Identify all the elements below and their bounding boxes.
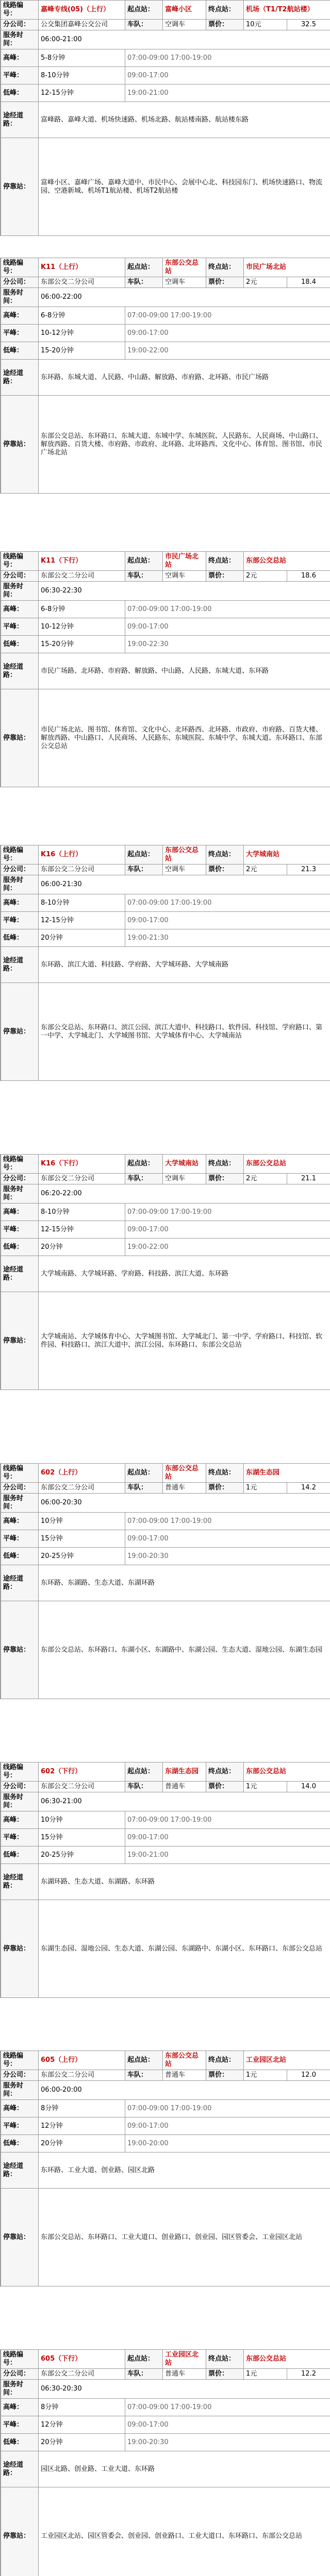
route-code-label: 线路编号：	[1, 1762, 39, 1782]
service-time-label: 服务时间：	[1, 1792, 39, 1811]
route-block	[0, 845, 330, 1081]
service-time-label: 服务时间：	[1, 2380, 39, 2399]
fare-label: 票价：	[206, 1782, 244, 1792]
route-code-label: 线路编号：	[1, 552, 39, 571]
start-stop: 大学城南站	[163, 1155, 206, 1174]
company-label: 分公司：	[1, 20, 39, 30]
normal-interval: 12分钟	[39, 2117, 125, 2135]
normal-interval: 15分钟	[39, 1829, 125, 1846]
start-stop: 东部公交总站	[163, 1464, 206, 1483]
stops-list: 大学城南站、大学城体育中心、大学城图书馆、大学城北门、第一中学、学府路口、科技馆、软件园、科技路口、滨江大道中、滨江公园、东环路口、东部公交总站	[39, 1292, 330, 1390]
peak-interval: 10分钟	[39, 1811, 125, 1829]
route-path: 市民广场路、北环路、市府路、解放路、中山路、人民路、东城大道、东环路	[39, 653, 330, 689]
stops-label: 停靠站：	[1, 2487, 39, 2576]
route-path-label: 途经道路：	[1, 2153, 39, 2189]
peak-time-range: 07:00-09:00 17:00-19:00	[125, 894, 330, 912]
route-path: 东环路、东城大道、人民路、中山路、解放路、市府路、北环路、市民广场路	[39, 360, 330, 396]
service-time: 06:30-20:30	[39, 2380, 330, 2399]
route-path: 东环路、滨江大道、科技路、学府路、大学城环路、大学城南路	[39, 947, 330, 983]
normal-time-range: 09:00-17:00	[125, 618, 330, 636]
service-time: 06:30-22:30	[39, 582, 330, 601]
car-type-label: 车队：	[125, 1782, 163, 1792]
route-path-label: 途经道路：	[1, 360, 39, 396]
low-interval: 15-20分钟	[39, 342, 125, 360]
low-time-range: 19:00-22:30	[125, 636, 330, 653]
normal-label: 平峰：	[1, 912, 39, 929]
peak-interval: 8-10分钟	[39, 1204, 125, 1221]
car-type-label: 车队：	[125, 277, 163, 288]
peak-interval: 5-8分钟	[39, 49, 125, 67]
route-table	[1, 0, 330, 236]
car-type-label: 车队：	[125, 2070, 163, 2081]
route-length: 14.2	[287, 1483, 330, 1494]
car-type: 空调车	[163, 20, 206, 30]
route-table	[1, 1762, 330, 1998]
peak-interval: 8分钟	[39, 2399, 125, 2416]
normal-label: 平峰：	[1, 1829, 39, 1846]
peak-label: 高峰：	[1, 49, 39, 67]
company-label: 分公司：	[1, 1174, 39, 1184]
fare-label: 票价：	[206, 20, 244, 30]
route-path-label: 途经道路：	[1, 1256, 39, 1292]
low-time-range: 19:00-21:30	[125, 929, 330, 947]
normal-time-range: 09:00-17:00	[125, 2117, 330, 2135]
route-code: K11（上行）	[39, 258, 125, 277]
stops-label: 停靠站：	[1, 138, 39, 236]
start-label: 起点站：	[125, 1762, 163, 1782]
start-label: 起点站：	[125, 845, 163, 865]
route-block	[0, 1463, 330, 1699]
route-path: 东湖环路、生态大道、东湖路、东环路	[39, 1864, 330, 1900]
peak-time-range: 07:00-09:00 17:00-19:00	[125, 2100, 330, 2117]
normal-label: 平峰：	[1, 2117, 39, 2135]
car-type: 空调车	[163, 865, 206, 875]
stops-list: 东部公交总站、东环路口、东城大道、东城中学、东城医院、人民路东、人民商场、中山路口、解放西路、百货大楼、市府路、市政府、北环路、北环路西、文化中心、体育馆、图书馆、市民广场北站	[39, 396, 330, 494]
low-label: 低峰：	[1, 1239, 39, 1256]
fare: 2元	[244, 865, 287, 875]
route-path-label: 途经道路：	[1, 102, 39, 138]
company-label: 分公司：	[1, 865, 39, 875]
company-name: 东部公交二分公司	[39, 1483, 125, 1494]
company-label: 分公司：	[1, 2369, 39, 2380]
peak-time-range: 07:00-09:00 17:00-19:00	[125, 49, 330, 67]
peak-label: 高峰：	[1, 307, 39, 325]
peak-interval: 6-8分钟	[39, 307, 125, 325]
stops-label: 停靠站：	[1, 983, 39, 1081]
peak-label: 高峰：	[1, 1513, 39, 1530]
peak-interval: 8-10分钟	[39, 894, 125, 912]
normal-interval: 12分钟	[39, 2416, 125, 2434]
route-block	[0, 0, 330, 236]
peak-time-range: 07:00-09:00 17:00-19:00	[125, 307, 330, 325]
start-label: 起点站：	[125, 258, 163, 277]
service-time-label: 服务时间：	[1, 875, 39, 894]
low-label: 低峰：	[1, 84, 39, 102]
normal-label: 平峰：	[1, 618, 39, 636]
route-length: 21.1	[287, 1174, 330, 1184]
car-type: 普通车	[163, 1483, 206, 1494]
peak-interval: 10分钟	[39, 1513, 125, 1530]
low-interval: 12-15分钟	[39, 84, 125, 102]
normal-time-range: 09:00-17:00	[125, 1829, 330, 1846]
route-length: 14.0	[287, 1782, 330, 1792]
route-length: 21.3	[287, 865, 330, 875]
service-time-label: 服务时间：	[1, 1494, 39, 1513]
stops-list: 东湖生态园、湿地公园、生态大道、东湖公园、东湖路中、东湖小区、东环路口、东部公交总站	[39, 1900, 330, 1998]
service-time-label: 服务时间：	[1, 2081, 39, 2100]
route-length: 18.6	[287, 571, 330, 582]
company-label: 分公司：	[1, 1483, 39, 1494]
car-type-label: 车队：	[125, 865, 163, 875]
route-code: 605（下行）	[39, 2350, 125, 2369]
low-interval: 20-25分钟	[39, 1548, 125, 1565]
low-label: 低峰：	[1, 2135, 39, 2153]
peak-label: 高峰：	[1, 2100, 39, 2117]
normal-label: 平峰：	[1, 1221, 39, 1239]
peak-time-range: 07:00-09:00 17:00-19:00	[125, 601, 330, 618]
route-code-label: 线路编号：	[1, 2051, 39, 2070]
normal-label: 平峰：	[1, 2416, 39, 2434]
start-label: 起点站：	[125, 2350, 163, 2369]
fare: 1元	[244, 2369, 287, 2380]
fare-label: 票价：	[206, 277, 244, 288]
normal-time-range: 09:00-17:00	[125, 1221, 330, 1239]
stops-list: 工业园区北站、园区管委会、创业园、创业路口、工业大道口、东环路口、东部公交总站	[39, 2487, 330, 2576]
fare: 10元	[244, 20, 287, 30]
route-table	[1, 2349, 330, 2576]
route-table	[1, 845, 330, 1081]
route-code-label: 线路编号：	[1, 1155, 39, 1174]
car-type: 普通车	[163, 2070, 206, 2081]
route-code-label: 线路编号：	[1, 2350, 39, 2369]
peak-label: 高峰：	[1, 1811, 39, 1829]
peak-time-range: 07:00-09:00 17:00-19:00	[125, 2399, 330, 2416]
company-label: 分公司：	[1, 1782, 39, 1792]
peak-label: 高峰：	[1, 2399, 39, 2416]
normal-label: 平峰：	[1, 325, 39, 342]
route-code-label: 线路编号：	[1, 258, 39, 277]
route-path-label: 途经道路：	[1, 947, 39, 983]
end-stop: 东湖生态园	[244, 1464, 330, 1483]
normal-interval: 12-15分钟	[39, 1221, 125, 1239]
route-table	[1, 1463, 330, 1699]
low-label: 低峰：	[1, 929, 39, 947]
end-label: 终点站：	[206, 2350, 244, 2369]
route-block	[0, 258, 330, 494]
normal-time-range: 09:00-17:00	[125, 67, 330, 84]
company-name: 公交集团嘉峰公交公司	[39, 20, 125, 30]
normal-interval: 15分钟	[39, 1530, 125, 1548]
end-stop: 机场（T1/T2航站楼）	[244, 1, 330, 20]
service-time-label: 服务时间：	[1, 30, 39, 49]
end-stop: 大学城南站	[244, 845, 330, 865]
company-name: 东部公交二分公司	[39, 277, 125, 288]
company-name: 东部公交二分公司	[39, 2369, 125, 2380]
low-label: 低峰：	[1, 1846, 39, 1864]
peak-time-range: 07:00-09:00 17:00-19:00	[125, 1204, 330, 1221]
fare-label: 票价：	[206, 865, 244, 875]
company-label: 分公司：	[1, 277, 39, 288]
fare-label: 票价：	[206, 2070, 244, 2081]
low-label: 低峰：	[1, 342, 39, 360]
peak-interval: 8分钟	[39, 2100, 125, 2117]
fare: 1元	[244, 2070, 287, 2081]
car-type-label: 车队：	[125, 571, 163, 582]
end-stop: 东部公交总站	[244, 2350, 330, 2369]
fare-label: 票价：	[206, 2369, 244, 2380]
route-table	[1, 258, 330, 494]
low-time-range: 19:00-22:00	[125, 342, 330, 360]
normal-time-range: 09:00-17:00	[125, 912, 330, 929]
route-path-label: 途经道路：	[1, 653, 39, 689]
normal-interval: 8-10分钟	[39, 67, 125, 84]
start-label: 起点站：	[125, 552, 163, 571]
low-time-range: 19:00-20:30	[125, 2434, 330, 2451]
route-code: 602（下行）	[39, 1762, 125, 1782]
route-code-label: 线路编号：	[1, 1464, 39, 1483]
car-type-label: 车队：	[125, 2369, 163, 2380]
service-time-label: 服务时间：	[1, 1184, 39, 1204]
company-label: 分公司：	[1, 571, 39, 582]
route-code-label: 线路编号：	[1, 845, 39, 865]
stops-list: 东部公交总站、东环路口、工业大道口、创业路口、创业园、园区管委会、工业园区北站	[39, 2189, 330, 2286]
normal-time-range: 09:00-17:00	[125, 325, 330, 342]
route-code: K16（上行）	[39, 845, 125, 865]
route-table	[1, 2050, 330, 2286]
car-type: 空调车	[163, 1174, 206, 1184]
peak-time-range: 07:00-09:00 17:00-19:00	[125, 1811, 330, 1829]
route-block	[0, 2349, 330, 2576]
start-stop: 东湖生态园	[163, 1762, 206, 1782]
route-block	[0, 1762, 330, 1998]
car-type: 普通车	[163, 2369, 206, 2380]
route-length: 12.2	[287, 2369, 330, 2380]
start-label: 起点站：	[125, 2051, 163, 2070]
normal-interval: 10-12分钟	[39, 325, 125, 342]
start-stop: 东部公交总站	[163, 2051, 206, 2070]
route-block	[0, 1154, 330, 1390]
stops-list: 富峰小区、嘉峰广场、嘉峰大道中、市民中心、会展中心北、科技园东门、机场快速路口、物流园、空港新城、机场T1航站楼、机场T2航站楼	[39, 138, 330, 236]
company-name: 东部公交二分公司	[39, 865, 125, 875]
fare: 2元	[244, 277, 287, 288]
low-interval: 20分钟	[39, 929, 125, 947]
end-label: 终点站：	[206, 1155, 244, 1174]
end-stop: 工业园区北站	[244, 2051, 330, 2070]
stops-list: 东部公交总站、东环路口、滨江公园、滨江大道中、科技路口、软件园、科技馆、学府路口、第一中学、大学城北门、大学城图书馆、大学城体育中心、大学城南站	[39, 983, 330, 1081]
service-time-label: 服务时间：	[1, 582, 39, 601]
service-time-label: 服务时间：	[1, 288, 39, 307]
service-time: 06:30-21:00	[39, 1792, 330, 1811]
low-label: 低峰：	[1, 636, 39, 653]
low-time-range: 19:00-21:00	[125, 1846, 330, 1864]
peak-label: 高峰：	[1, 894, 39, 912]
route-path-label: 途经道路：	[1, 1565, 39, 1601]
fare: 2元	[244, 571, 287, 582]
end-stop: 东部公交总站	[244, 1762, 330, 1782]
fare: 1元	[244, 1782, 287, 1792]
service-time: 06:00-21:30	[39, 875, 330, 894]
low-interval: 20-25分钟	[39, 1846, 125, 1864]
normal-interval: 10-12分钟	[39, 618, 125, 636]
normal-label: 平峰：	[1, 1530, 39, 1548]
car-type-label: 车队：	[125, 20, 163, 30]
route-table	[1, 551, 330, 787]
car-type: 空调车	[163, 277, 206, 288]
start-label: 起点站：	[125, 1155, 163, 1174]
fare-label: 票价：	[206, 1174, 244, 1184]
end-label: 终点站：	[206, 552, 244, 571]
route-path: 东环路、东湖路、生态大道、东湖环路	[39, 1565, 330, 1601]
low-label: 低峰：	[1, 1548, 39, 1565]
route-code: K11（下行）	[39, 552, 125, 571]
route-code: 605（上行）	[39, 2051, 125, 2070]
end-label: 终点站：	[206, 1762, 244, 1782]
low-interval: 15-20分钟	[39, 636, 125, 653]
stops-label: 停靠站：	[1, 2189, 39, 2286]
low-interval: 20分钟	[39, 1239, 125, 1256]
route-code-label: 线路编号：	[1, 1, 39, 20]
start-label: 起点站：	[125, 1, 163, 20]
route-code: K16（下行）	[39, 1155, 125, 1174]
stops-label: 停靠站：	[1, 1900, 39, 1998]
fare-label: 票价：	[206, 571, 244, 582]
end-label: 终点站：	[206, 1464, 244, 1483]
fare: 2元	[244, 1174, 287, 1184]
stops-label: 停靠站：	[1, 689, 39, 787]
low-label: 低峰：	[1, 2434, 39, 2451]
route-code: 嘉峰专线(05)（上行）	[39, 1, 125, 20]
route-path-label: 途经道路：	[1, 1864, 39, 1900]
start-stop: 东部公交总站	[163, 845, 206, 865]
service-time: 06:00-20:00	[39, 2081, 330, 2100]
fare-label: 票价：	[206, 1483, 244, 1494]
end-label: 终点站：	[206, 258, 244, 277]
route-path-label: 途经道路：	[1, 2451, 39, 2487]
normal-label: 平峰：	[1, 67, 39, 84]
end-label: 终点站：	[206, 2051, 244, 2070]
route-path: 富峰路、嘉峰大道、机场快速路、机场北路、航站楼南路、航站楼东路	[39, 102, 330, 138]
low-time-range: 19:00-22:00	[125, 1239, 330, 1256]
stops-label: 停靠站：	[1, 396, 39, 494]
stops-list: 东部公交总站、东环路口、东湖小区、东湖路中、东湖公园、生态大道、湿地公园、东湖生态园	[39, 1601, 330, 1699]
stops-label: 停靠站：	[1, 1601, 39, 1699]
company-name: 东部公交二分公司	[39, 2070, 125, 2081]
end-stop: 东部公交总站	[244, 1155, 330, 1174]
normal-time-range: 09:00-17:00	[125, 2416, 330, 2434]
low-time-range: 19:00-20:00	[125, 2135, 330, 2153]
service-time: 06:20-22:00	[39, 1184, 330, 1204]
route-length: 32.5	[287, 20, 330, 30]
route-length: 12.0	[287, 2070, 330, 2081]
fare: 1元	[244, 1483, 287, 1494]
start-stop: 市民广场北站	[163, 552, 206, 571]
route-table	[1, 1154, 330, 1390]
end-stop: 东部公交总站	[244, 552, 330, 571]
low-interval: 20分钟	[39, 2135, 125, 2153]
route-length: 18.4	[287, 277, 330, 288]
car-type: 空调车	[163, 571, 206, 582]
start-stop: 富峰小区	[163, 1, 206, 20]
company-name: 东部公交二分公司	[39, 1174, 125, 1184]
end-label: 终点站：	[206, 1, 244, 20]
low-time-range: 19:00-20:30	[125, 1548, 330, 1565]
end-stop: 市民广场北站	[244, 258, 330, 277]
car-type-label: 车队：	[125, 1483, 163, 1494]
service-time: 06:00-21:00	[39, 30, 330, 49]
route-path: 东环路、工业大道、创业路、园区北路	[39, 2153, 330, 2189]
service-time: 06:00-22:00	[39, 288, 330, 307]
start-stop: 工业园区北站	[163, 2350, 206, 2369]
route-block	[0, 551, 330, 787]
low-time-range: 19:00-21:00	[125, 84, 330, 102]
low-interval: 20分钟	[39, 2434, 125, 2451]
start-stop: 东部公交总站	[163, 258, 206, 277]
company-label: 分公司：	[1, 2070, 39, 2081]
peak-label: 高峰：	[1, 601, 39, 618]
car-type-label: 车队：	[125, 1174, 163, 1184]
normal-time-range: 09:00-17:00	[125, 1530, 330, 1548]
start-label: 起点站：	[125, 1464, 163, 1483]
company-name: 东部公交二分公司	[39, 1782, 125, 1792]
route-block	[0, 2050, 330, 2286]
route-path: 园区北路、创业路、工业大道、东环路	[39, 2451, 330, 2487]
route-code: 602（上行）	[39, 1464, 125, 1483]
stops-label: 停靠站：	[1, 1292, 39, 1390]
peak-interval: 6-8分钟	[39, 601, 125, 618]
normal-interval: 12-15分钟	[39, 912, 125, 929]
route-path: 大学城南路、大学城环路、学府路、科技路、滨江大道、东环路	[39, 1256, 330, 1292]
peak-time-range: 07:00-09:00 17:00-19:00	[125, 1513, 330, 1530]
stops-list: 市民广场北站、图书馆、体育馆、文化中心、北环路西、北环路、市政府、市府路、百货大楼、解放西路、中山路口、人民商场、人民路东、东城医院、东城中学、东城大道、东环路口、东部公交总站	[39, 689, 330, 787]
peak-label: 高峰：	[1, 1204, 39, 1221]
service-time: 06:00-20:30	[39, 1494, 330, 1513]
company-name: 东部公交二分公司	[39, 571, 125, 582]
car-type: 普通车	[163, 1782, 206, 1792]
end-label: 终点站：	[206, 845, 244, 865]
